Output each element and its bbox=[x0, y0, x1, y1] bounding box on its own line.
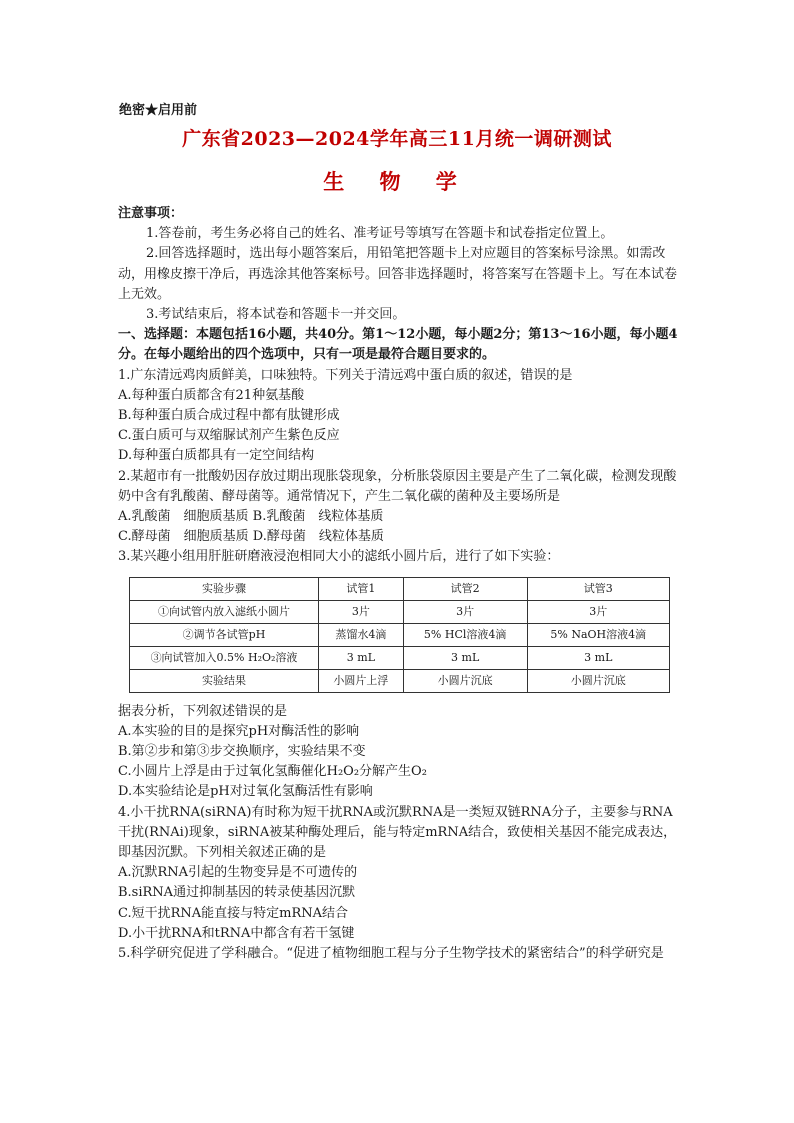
table-cell: 5% HCl溶液4滴 bbox=[403, 623, 527, 646]
table-cell: 3 mL bbox=[319, 646, 404, 669]
option: A.乳酸菌 细胞质基质 B.乳酸菌 线粒体基质 bbox=[118, 509, 384, 525]
table-cell: 3 mL bbox=[527, 646, 669, 669]
option: A.沉默RNA引起的生物变异是不可遗传的 bbox=[118, 865, 358, 881]
question-text: 据表分析，下列叙述错误的是 bbox=[118, 703, 288, 719]
table-row bbox=[130, 600, 670, 623]
question-stem: 4.小干扰RNA(siRNA)有时称为短干扰RNA或沉默RNA是一类短双链RNA分子，主要参与RNA干扰(RNAi)现象，siRNA被某种酶处理后，能与特定mRNA结合，致使相关基因不能完成表达，即基因沉默。下列相关叙述正确的是 bbox=[118, 804, 677, 861]
option: C.酵母菌 细胞质基质 D.酵母菌 线粒体基质 bbox=[118, 529, 384, 545]
option: B.每种蛋白质合成过程中都有肽键形成 bbox=[118, 408, 340, 424]
table-header: 试管2 bbox=[403, 577, 527, 600]
table-header: 试管1 bbox=[319, 577, 404, 600]
table-row bbox=[130, 646, 670, 669]
exam-body bbox=[118, 204, 678, 964]
secret-label: 绝密★启用前 bbox=[119, 103, 198, 118]
table-cell: 实验结果 bbox=[130, 669, 319, 692]
table-cell: 小圆片上浮 bbox=[319, 669, 404, 692]
option: D.每种蛋白质都具有一定空间结构 bbox=[118, 448, 315, 464]
table-cell: 3片 bbox=[403, 600, 527, 623]
question-stem: 2.某超市有一批酸奶因存放过期出现胀袋现象，分析胀袋原因主要是产生了二氧化碳，检测发现酸奶中含有乳酸菌、酵母菌等。通常情况下，产生二氧化碳的菌种及主要场所是 bbox=[118, 468, 677, 504]
option: A.每种蛋白质都含有21种氨基酸 bbox=[118, 387, 305, 403]
option: D.小干扰RNA和tRNA中都含有若干氢键 bbox=[118, 925, 355, 941]
notice-item: 2.回答选择题时，选出每小题答案后，用铅笔把答题卡上对应题目的答案标号涂黑。如需改动，用橡皮擦干净后，再选涂其他答案标号。回答非选择题时，将答案写在答题卡上。写在本试卷上无效。 bbox=[118, 246, 678, 302]
table-cell: 小圆片沉底 bbox=[527, 669, 669, 692]
exam-title: 广东省2023—2024学年高三11月统一调研测试 bbox=[182, 128, 612, 150]
table-cell: 5% NaOH溶液4滴 bbox=[527, 623, 669, 646]
question-stem: 3.某兴趣小组用肝脏研磨液浸泡相同大小的滤纸小圆片后，进行了如下实验： bbox=[118, 549, 560, 565]
question-stem: 1.广东清远鸡肉质鲜美，口味独特。下列关于清远鸡中蛋白质的叙述，错误的是 bbox=[118, 367, 573, 383]
notice-item: 1.答卷前，考生务必将自己的姓名、准考证号等填写在答题卡和试卷指定位置上。 bbox=[146, 226, 614, 242]
option: B.第②步和第③步交换顺序，实验结果不变 bbox=[118, 744, 366, 760]
table-cell: 3片 bbox=[527, 600, 669, 623]
table-cell: 3 mL bbox=[403, 646, 527, 669]
subject-title: 生 物 学 bbox=[323, 169, 471, 194]
option: C.小圆片上浮是由于过氧化氢酶催化H₂O₂分解产生O₂ bbox=[118, 764, 427, 780]
option: D.本实验结论是pH对过氧化氢酶活性有影响 bbox=[118, 784, 373, 800]
notice-item: 3.考试结束后，将本试卷和答题卡一并交回。 bbox=[146, 307, 406, 323]
table-row bbox=[130, 623, 670, 646]
section-heading: 一、选择题：本题包括16小题，共40分。第1～12小题，每小题2分；第13～16小题，每小题4分。在每小题给出的四个选项中，只有一项是最符合题目要求的。 bbox=[118, 327, 678, 363]
notice-heading: 注意事项： bbox=[118, 206, 184, 221]
option: C.短干扰RNA能直接与特定mRNA结合 bbox=[118, 905, 349, 921]
table-cell: ③向试管加入0.5% H₂O₂溶液 bbox=[130, 646, 319, 669]
table-header-row bbox=[130, 577, 670, 600]
table-cell: ①向试管内放入滤纸小圆片 bbox=[130, 600, 319, 623]
table-cell: 小圆片沉底 bbox=[403, 669, 527, 692]
experiment-table bbox=[129, 577, 670, 693]
table-cell: ②调节各试管pH bbox=[130, 623, 319, 646]
option: B.siRNA通过抑制基因的转录使基因沉默 bbox=[118, 885, 356, 901]
table-cell: 3片 bbox=[319, 600, 404, 623]
table-row bbox=[130, 669, 670, 692]
table-header: 试管3 bbox=[527, 577, 669, 600]
table-cell: 蒸馏水4滴 bbox=[319, 623, 404, 646]
option: C.蛋白质可与双缩脲试剂产生紫色反应 bbox=[118, 428, 340, 444]
question-stem: 5.科学研究促进了学科融合。“促进了植物细胞工程与分子生物学技术的紧密结合”的科学研究是 bbox=[118, 946, 664, 962]
table-header: 实验步骤 bbox=[130, 577, 319, 600]
option: A.本实验的目的是探究pH对酶活性的影响 bbox=[118, 723, 360, 739]
